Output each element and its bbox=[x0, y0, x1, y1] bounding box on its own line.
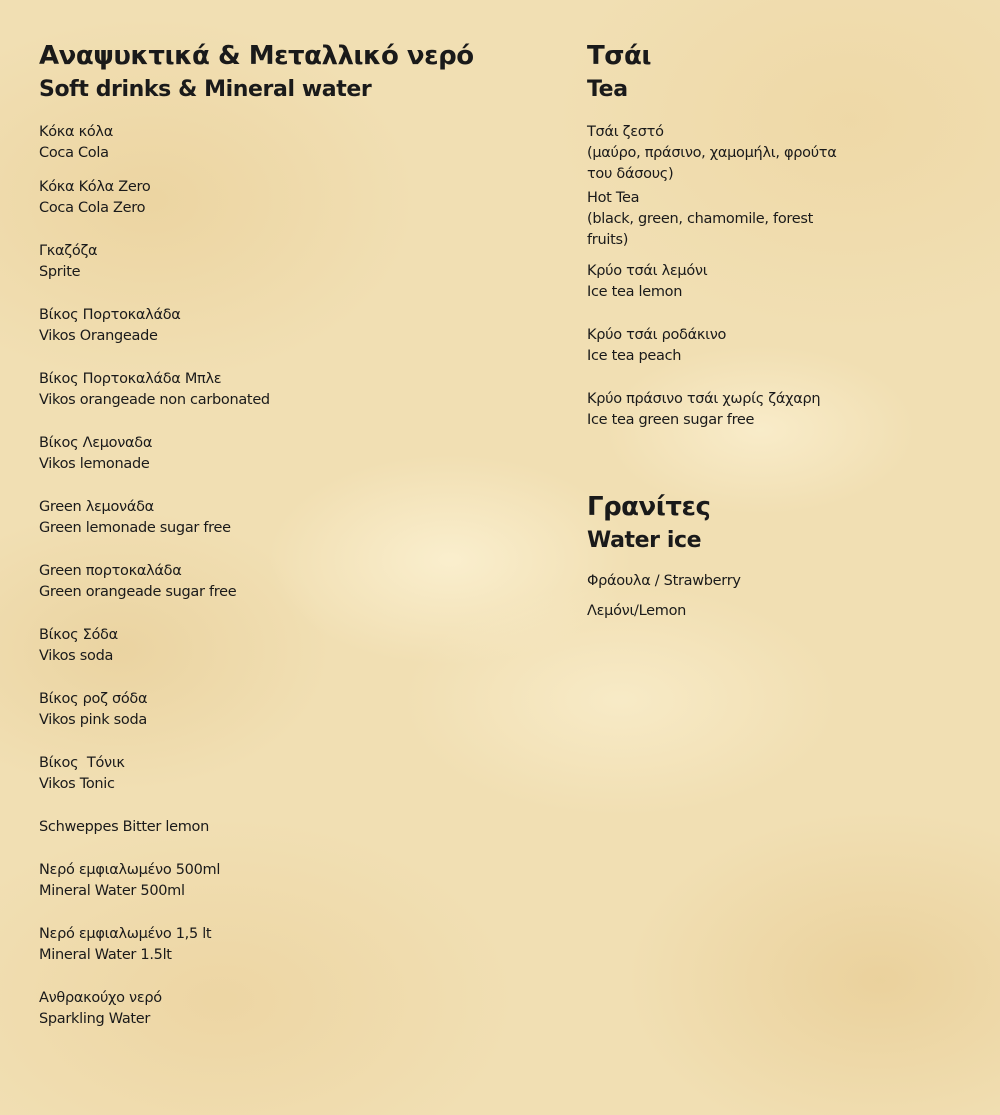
menu-item bbox=[39, 305, 519, 347]
item-name-greek: Κόκα κόλα bbox=[39, 124, 113, 140]
item-name-english: Green orangeade sugar free bbox=[39, 584, 237, 600]
item-name-greek: Ανθρακούχο νερό bbox=[39, 990, 162, 1006]
item-name-greek: Βίκος Σόδα bbox=[39, 627, 118, 643]
item-name-greek: Γκαζόζα bbox=[39, 243, 98, 259]
item-name-greek: Κρύο πράσινο τσάι χωρίς ζάχαρη bbox=[587, 391, 821, 407]
tea-title-english: Tea bbox=[587, 77, 628, 102]
menu-item bbox=[587, 601, 987, 622]
menu-item bbox=[39, 122, 519, 164]
water-ice-section bbox=[587, 489, 987, 622]
item-name-greek: Τσάι ζεστό bbox=[587, 124, 664, 140]
menu-item bbox=[39, 241, 519, 283]
item-name-english: Mineral Water 1.5lt bbox=[39, 947, 172, 963]
water-ice-title-greek: Γρανίτες bbox=[587, 492, 711, 522]
item-name-greek: Βίκος Τόνικ bbox=[39, 755, 125, 771]
menu-item bbox=[39, 561, 519, 603]
tea-and-water-ice-column bbox=[587, 38, 987, 631]
menu-item bbox=[39, 817, 519, 838]
soft-drinks-section bbox=[39, 38, 519, 1052]
menu-item bbox=[39, 497, 519, 539]
item-name-english: Hot Tea bbox=[587, 190, 640, 206]
tea-list bbox=[587, 122, 987, 431]
item-name-greek: Νερό εμφιαλωμένο 1,5 lt bbox=[39, 926, 212, 942]
menu-item bbox=[39, 860, 519, 902]
item-name-greek: Νερό εμφιαλωμένο 500ml bbox=[39, 862, 221, 878]
item-name: Schweppes Bitter lemon bbox=[39, 819, 210, 835]
water-ice-list bbox=[587, 571, 987, 622]
menu-item bbox=[39, 369, 519, 411]
item-name-english: Ice tea lemon bbox=[587, 284, 683, 300]
item-name-greek: Green λεμονάδα bbox=[39, 499, 154, 515]
menu-item bbox=[39, 924, 519, 966]
item-name-english: Ice tea peach bbox=[587, 348, 682, 364]
item-description-greek: του δάσους) bbox=[587, 166, 674, 182]
item-name-english: Vikos lemonade bbox=[39, 456, 150, 472]
item-description-greek: (μαύρο, πράσινο, χαμομήλι, φρούτα bbox=[587, 145, 837, 161]
soft-drinks-list bbox=[39, 122, 519, 1030]
item-name-english: Ice tea green sugar free bbox=[587, 412, 755, 428]
menu-item bbox=[39, 988, 519, 1030]
item-name-greek: Green πορτοκαλάδα bbox=[39, 563, 182, 579]
item-name: Λεμόνι/Lemon bbox=[587, 603, 687, 619]
menu-item bbox=[587, 571, 987, 592]
water-ice-title-english: Water ice bbox=[587, 528, 702, 553]
menu-item bbox=[587, 122, 987, 185]
item-name-english: Sprite bbox=[39, 264, 81, 280]
item-name-english: Vikos orangeade non carbonated bbox=[39, 392, 270, 408]
item-description-english: fruits) bbox=[587, 232, 629, 248]
item-name-greek: Βίκος Λεμοναδα bbox=[39, 435, 153, 451]
menu-item bbox=[587, 325, 987, 367]
tea-section bbox=[587, 38, 987, 431]
item-name: Φράουλα / Strawberry bbox=[587, 573, 741, 589]
item-description-english: (black, green, chamomile, forest bbox=[587, 211, 814, 227]
menu-item bbox=[587, 389, 987, 431]
item-name-english: Sparkling Water bbox=[39, 1011, 151, 1027]
item-name-english: Coca Cola Zero bbox=[39, 200, 146, 216]
menu-item bbox=[587, 188, 987, 251]
soft-drinks-title-greek: Αναψυκτικά & Μεταλλικό νερό bbox=[39, 41, 474, 71]
menu-item bbox=[39, 177, 519, 219]
menu-item bbox=[39, 689, 519, 731]
item-name-greek: Βίκος Πορτοκαλάδα bbox=[39, 307, 181, 323]
item-name-english: Vikos Orangeade bbox=[39, 328, 158, 344]
item-name-english: Mineral Water 500ml bbox=[39, 883, 185, 899]
item-name-english: Vikos Tonic bbox=[39, 776, 115, 792]
soft-drinks-title-english: Soft drinks & Mineral water bbox=[39, 77, 372, 102]
item-name-english: Coca Cola bbox=[39, 145, 109, 161]
menu-item bbox=[39, 753, 519, 795]
menu-item bbox=[39, 625, 519, 667]
item-name-greek: Κόκα Κόλα Zero bbox=[39, 179, 151, 195]
item-name-greek: Κρύο τσάι ροδάκινο bbox=[587, 327, 727, 343]
tea-title-greek: Τσάι bbox=[587, 41, 651, 71]
item-name-greek: Βίκος ροζ σόδα bbox=[39, 691, 148, 707]
item-name-english: Vikos pink soda bbox=[39, 712, 147, 728]
item-name-english: Green lemonade sugar free bbox=[39, 520, 231, 536]
item-name-english: Vikos soda bbox=[39, 648, 114, 664]
menu-item bbox=[587, 261, 987, 303]
item-name-greek: Βίκος Πορτοκαλάδα Μπλε bbox=[39, 371, 222, 387]
menu-item bbox=[39, 433, 519, 475]
item-name-greek: Κρύο τσάι λεμόνι bbox=[587, 263, 708, 279]
